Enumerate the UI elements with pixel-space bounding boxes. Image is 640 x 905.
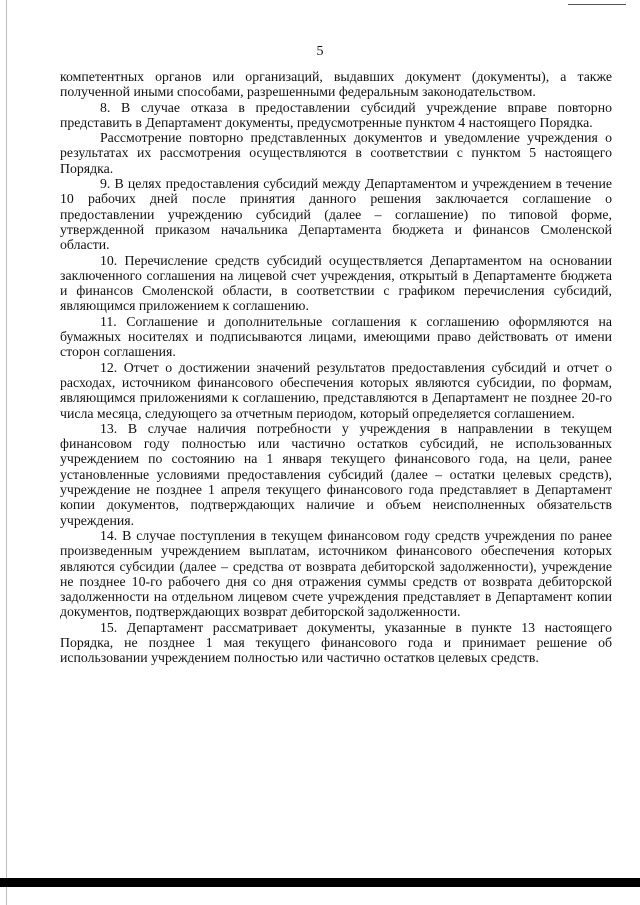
paragraph-review: Рассмотрение повторно представленных документов и уведомление учреждения о результатах их рассмотрения осуществляются в соответствии с пунктом 5 настоящего Порядка. <box>60 130 612 176</box>
page-number: 5 <box>316 44 324 59</box>
paragraph-item-12: 12. Отчет о достижении значений результатов предоставления субсидий и отчет о расходах, источником финансового обеспечения которых являются субсидии, по формам, являющимся приложениями к соглашению, представляются в Департамент не позднее 20-го числа месяца, следующего за отчетным периодом, который определяется соглашением. <box>60 359 612 421</box>
paragraph-item-9: 9. В целях предоставления субсидий между Департаментом и учреждением в течение 10 рабочих дней после принятия данного решения заключается соглашение о предоставлении учреждению субсидий (далее – соглашение) по типовой форме, утвержденной приказом начальника Департамента бюджета и финансов Смоленской области. <box>60 176 612 253</box>
paragraph-continuation: компетентных органов или организаций, выдавших документ (документы), а также полученной иными способами, разрешенными федеральным законодательством. <box>60 69 612 100</box>
paragraph-item-14: 14. В случае поступления в текущем финансовом году средств учреждения по ранее произведенным учреждением выплатам, источником финансового обеспечения которых являются субсидии (далее – средства от возврата дебиторской задолженности), учреждение не позднее 10-го рабочего дня со дня отражения суммы средств от возврата дебиторской задолженности на отдельном лицевом счете учреждения представляет в Департамент копии документов, подтверждающих возврат дебиторской задолженности. <box>60 527 612 620</box>
paragraph-item-8: 8. В случае отказа в предоставлении субсидий учреждение вправе повторно представить в Департамент документы, предусмотренные пунктом 4 настоящего Порядка. <box>60 99 612 130</box>
paragraph-item-11: 11. Соглашение и дополнительные соглашения к соглашению оформляются на бумажных носителях и подписываются лицами, имеющими право действовать от имени сторон соглашения. <box>60 313 612 360</box>
page-edge <box>6 0 7 905</box>
paragraph-item-15: 15. Департамент рассматривает документы, указанные в пункте 13 настоящего Порядка, не позднее 1 мая текущего финансового года и принимает решение об использовании учреждением полностью или частично остатков целевых средств. <box>60 619 612 666</box>
document-body <box>60 69 612 666</box>
paragraph-item-10: 10. Перечисление средств субсидий осуществляется Департаментом на основании заключенного соглашения на лицевой счет учреждения, открытый в Департаменте бюджета и финансов Смоленской области, в соответствии с графиком перечисления субсидий, являющимся приложением к соглашению. <box>60 252 612 314</box>
scan-bottom-bar <box>0 878 640 887</box>
paragraph-item-13: 13. В случае наличия потребности у учреждения в направлении в текущем финансовом году полностью или частично остатков субсидий, не использованных учреждением по состоянию на 1 января текущего финансового года, на цели, ранее установленные условиями предоставления субсидий (далее – остатки целевых средств), учреждение не позднее 1 апреля текущего финансового года представляет в Департамент копии документов, подтверждающих наличие и объем неисполненных обязательств учреждения. <box>60 420 612 528</box>
scan-artifact-line <box>568 4 626 5</box>
